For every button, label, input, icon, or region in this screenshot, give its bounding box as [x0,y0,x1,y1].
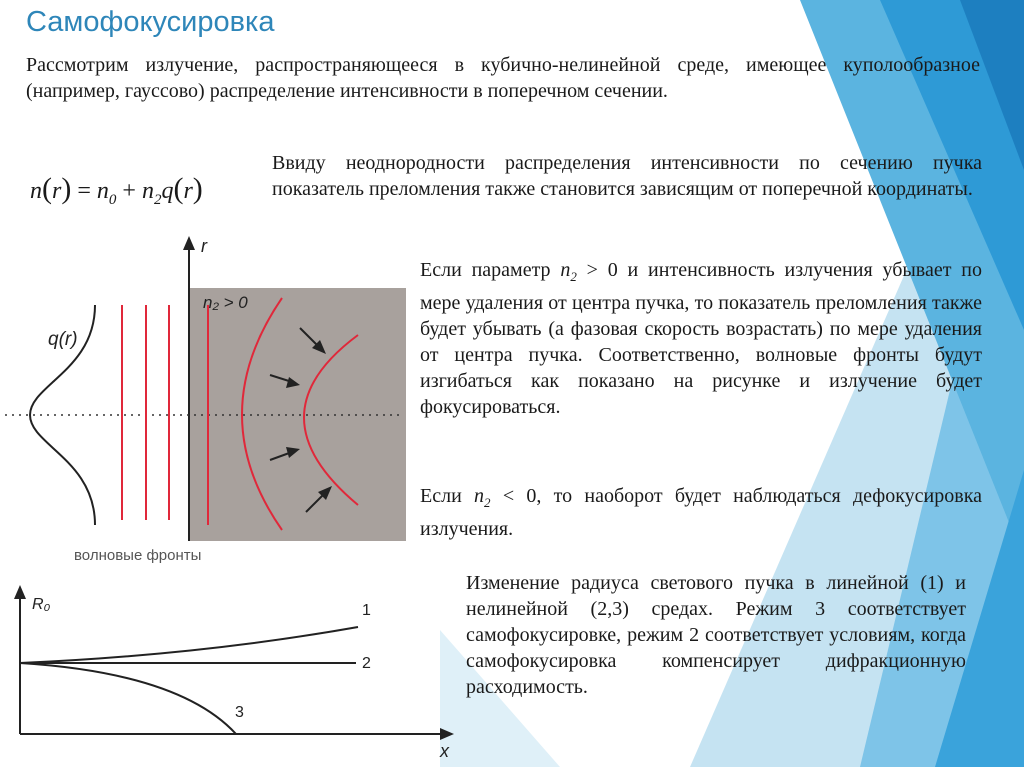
y-axis-label: R₀ [32,596,51,613]
curve-label-2: 2 [362,655,371,672]
wavefronts-caption: волновые фронты [74,547,202,564]
refractive-index-formula: $n(r) = n_0 + n_2q(r)$ [30,172,203,208]
medium-condition-label: n₂ > 0 [203,293,248,312]
refraction-paragraph: Ввиду неоднородности распределения интенсивности по сечению пучка показатель преломления также становится зависящим от поперечной координаты. [272,152,982,200]
intensity-profile-label: q(r) [48,329,78,350]
x-axis-arrow-icon [440,728,454,740]
defocusing-paragraph: Если $n_2 < 0$, то наоборот будет наблюдаться дефокусировка излучения. [420,485,982,540]
focusing-paragraph: Если параметр $n_2 > 0$ и интенсивность излучения убывает по мере удаления от центра пучка, то показатель преломления также будет убывать (а фазовая скорость возрастать) по мере удаления от центра пучка. Соответственно, волновые фронты будут изгибаться как показано на рисунке и излучение будет фокусироваться. [420,259,982,418]
radius-paragraph: Изменение радиуса светового пучка в линейной (1) и нелинейной (2,3) средах. Режим 3 соответствует самофокусировке, режим 2 соответствует условиям, когда самофокусировка компенсирует дифракционную расходимость. [466,572,966,698]
beam-radius-figure [0,565,465,767]
slide-title: Самофокусировка [26,6,275,38]
curve-label-3: 3 [235,704,244,721]
r-axis-label: r [201,236,207,256]
intro-paragraph: Рассмотрим излучение, распространяющееся в кубично-нелинейной среде, имеющее куполообразное (например, гауссово) распределение интенсивности в поперечном сечении. [26,54,980,102]
r-axis-arrow-icon [183,236,195,250]
curve-label-1: 1 [362,602,371,619]
x-axis-label: x [440,741,449,761]
nonlinear-medium-region [189,288,406,541]
radius-curve-1 [20,627,358,663]
wavefront-figure [0,230,420,570]
radius-curve-3 [20,663,236,734]
y-axis-arrow-icon [14,585,26,599]
